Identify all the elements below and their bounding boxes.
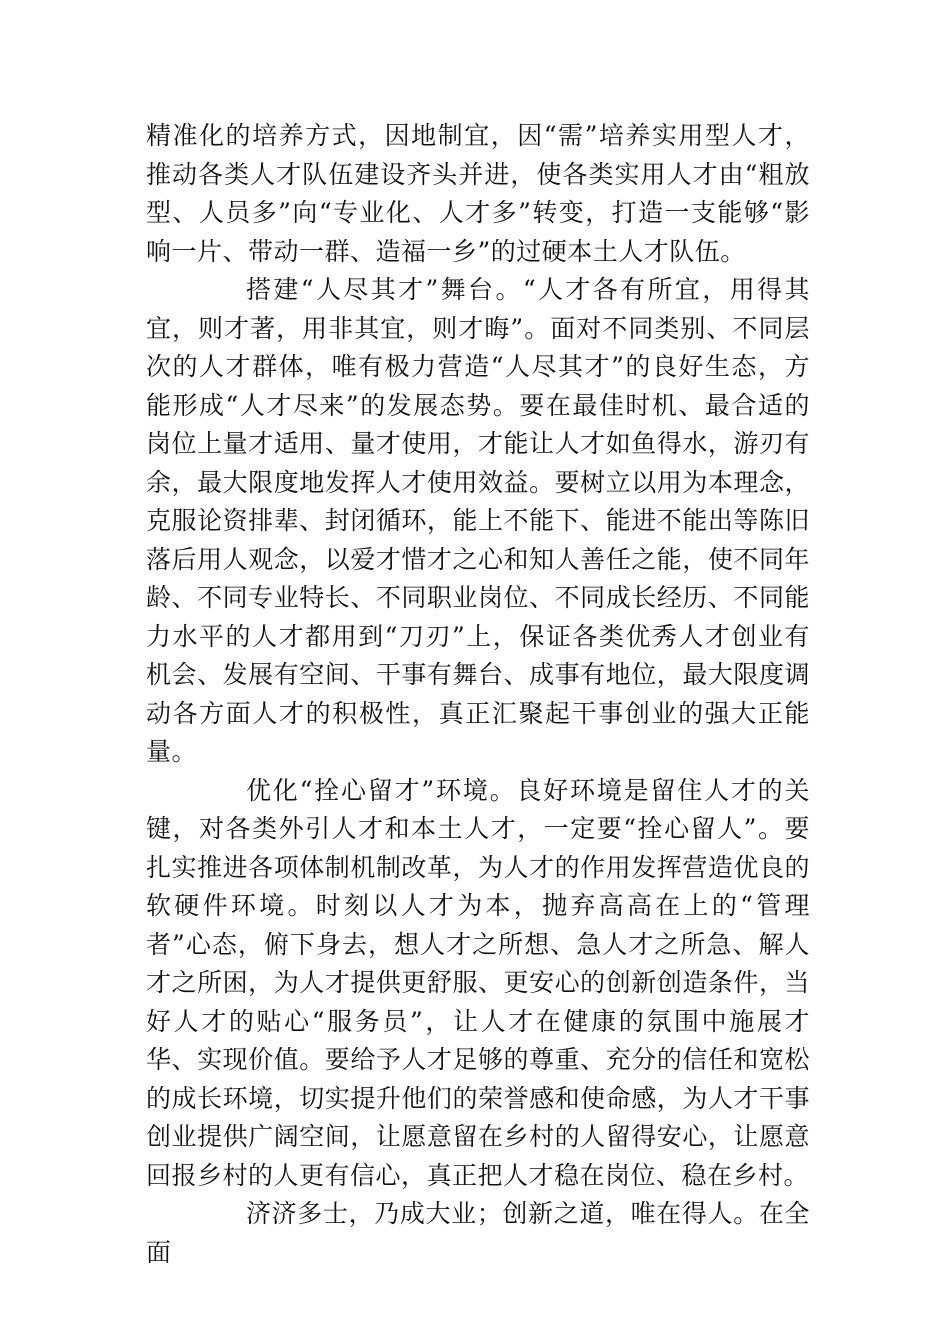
paragraph-talent-stage: 搭建“人尽其才”舞台。“人才各有所宜，用得其宜，则才著，用非其宜，则才晦”。面对不同类别、不同层次的人才群体，唯有极力营造“人尽其才”的良好生态，方能形成“人才尽来”的发展态势。要在最佳时机、最合适的岗位上量才适用、量才使用，才能让人才如鱼得水，游刃有余，最大限度地发挥人才使用效益。要树立以用为本理念，克服论资排辈、封闭循环，能上不能下、能进不能出等陈旧落后用人观念，以爱才惜才之心和知人善任之能，使不同年龄、不同专业特长、不同职业岗位、不同成长经历、不同能力水平的人才都用到“刀刃”上，保证各类优秀人才创业有机会、发展有空间、干事有舞台、成事有地位，最大限度调动各方面人才的积极性，真正汇聚起干事创业的强大正能量。 — [146, 275, 810, 766]
document-body — [146, 117, 810, 1272]
paragraph-conclusion-start: 济济多士，乃成大业；创新之道，唯在得人。在全面 — [146, 1199, 810, 1267]
paragraph-talent-cultivation: 精准化的培养方式，因地制宜，因“需”培养实用型人才，推动各类人才队伍建设齐头并进，使各类实用人才由“粗放型、人员多”向“专业化、人才多”转变，打造一支能够“影响一片、带动一群、造福一乡”的过硬本土人才队伍。 — [146, 121, 810, 266]
paragraph-talent-environment: 优化“拴心留才”环境。良好环境是留住人才的关键，对各类外引人才和本土人才，一定要“拴心留人”。要扎实推进各项体制机制改革，为人才的作用发挥营造优良的软硬件环境。时刻以人才为本，抛弃高高在上的“管理者”心态，俯下身去，想人才之所想、急人才之所急、解人才之所困，为人才提供更舒服、更安心的创新创造条件，当好人才的贴心“服务员”，让人才在健康的氛围中施展才华、实现价值。要给予人才足够的尊重、充分的信任和宽松的成长环境，切实提升他们的荣誉感和使命感，为人才干事创业提供广阔空间，让愿意留在乡村的人留得安心，让愿意回报乡村的人更有信心，真正把人才稳在岗位、稳在乡村。 — [146, 775, 810, 1190]
